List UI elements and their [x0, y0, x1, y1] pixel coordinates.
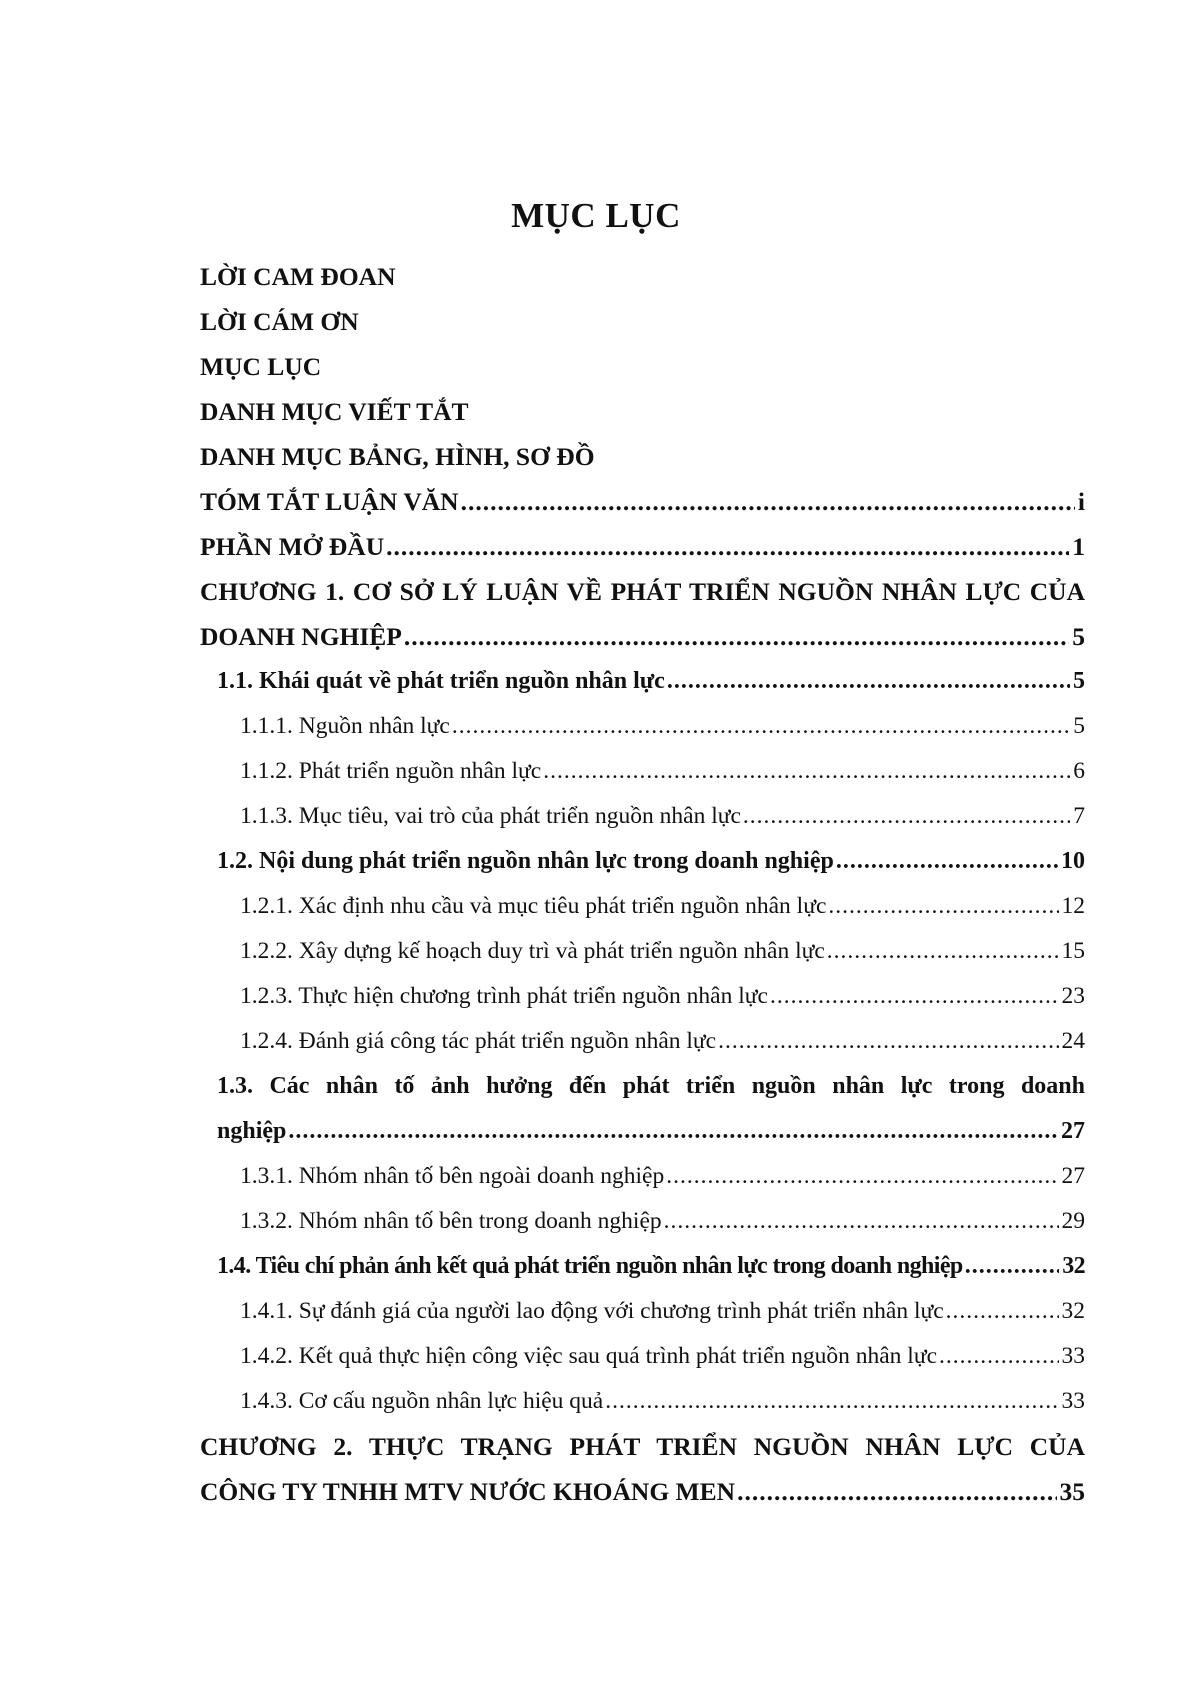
toc-entry-text: CHƯƠNG 2. THỰC TRẠNG PHÁT TRIỂN NGUỒN NHÂN LỰC CỦA: [200, 1432, 1085, 1461]
toc-entry-text: PHẦN MỞ ĐẦU: [200, 532, 385, 561]
dot-leader: [770, 974, 1059, 1019]
page-title: MỤC LỤC: [511, 196, 681, 235]
toc-entry-text: CHƯƠNG 1. CƠ SỞ LÝ LUẬN VỀ PHÁT TRIỂN NGUỒN NHÂN LỰC CỦA: [200, 577, 1085, 606]
toc-page-number: 15: [1061, 938, 1085, 964]
toc-entry-text: LỜI CAM ĐOAN: [200, 262, 396, 291]
toc-entry: [200, 1199, 1085, 1244]
toc-entry: [200, 1424, 1085, 1469]
toc-entry-text: LỜI CÁM ƠN: [200, 307, 359, 336]
toc-page-number: 33: [1061, 1388, 1085, 1414]
toc-entry: [200, 479, 1085, 524]
dot-leader: [664, 1199, 1059, 1244]
dot-leader: [543, 749, 1070, 794]
dot-leader: [461, 479, 1075, 524]
toc-entry-text: 1.2.1. Xác định nhu cầu và mục tiêu phát triển nguồn nhân lực: [240, 893, 827, 919]
toc-entry: [200, 704, 1085, 749]
toc-entry: [200, 929, 1085, 974]
dot-leader: [386, 524, 1069, 569]
dot-leader: [737, 1469, 1056, 1514]
toc-entry: [200, 299, 1085, 344]
toc-entry-text: 1.1.1. Nguồn nhân lực: [240, 713, 450, 739]
toc-entry-text: 1.4.3. Cơ cấu nguồn nhân lực hiệu quả: [240, 1388, 604, 1414]
toc-entry: [200, 749, 1085, 794]
toc-entry: [200, 1064, 1085, 1109]
toc-page-number: 24: [1061, 1028, 1085, 1054]
toc-page-number: 5: [1073, 668, 1085, 694]
toc-entry: [200, 569, 1085, 614]
dot-leader: [666, 1154, 1058, 1199]
dot-leader: [605, 1379, 1058, 1424]
toc-page-number: 6: [1073, 758, 1085, 784]
toc-page-number: 23: [1061, 983, 1085, 1009]
toc-page-number: 27: [1061, 1163, 1085, 1189]
toc-entry-text: 1.4.1. Sự đánh giá của người lao động với chương trình phát triển nhân lực: [240, 1298, 944, 1324]
toc-entry: [200, 1109, 1085, 1154]
toc-entry: [200, 659, 1085, 704]
toc-entry-text: DOANH NGHIỆP: [200, 622, 402, 651]
toc-entry: [200, 614, 1085, 659]
dot-leader: [288, 1109, 1058, 1154]
dot-leader: [836, 839, 1058, 884]
dot-leader: [743, 794, 1070, 839]
toc-entry: [200, 1334, 1085, 1379]
toc-entry-text: 1.2. Nội dung phát triển nguồn nhân lực trong doanh nghiệp: [217, 848, 834, 874]
dot-leader: [667, 659, 1070, 704]
toc-page-number: 35: [1059, 1477, 1085, 1506]
toc-entry-text: 1.1.3. Mục tiêu, vai trò của phát triển nguồn nhân lực: [240, 803, 741, 829]
toc-entry: [200, 1019, 1085, 1064]
toc-entry-text: 1.4.2. Kết quả thực hiện công việc sau quá trình phát triển nguồn nhân lực: [240, 1343, 938, 1369]
toc-page-number: 10: [1061, 848, 1085, 874]
dot-leader: [939, 1334, 1058, 1379]
toc-entry: [200, 344, 1085, 389]
toc-page-number: 32: [1061, 1298, 1085, 1324]
dot-leader: [452, 704, 1070, 749]
toc-entry-text: CÔNG TY TNHH MTV NƯỚC KHOÁNG MEN: [200, 1477, 736, 1506]
toc-page-number: i: [1077, 487, 1085, 516]
dot-leader: [946, 1289, 1059, 1334]
toc-page-number: 32: [1062, 1253, 1085, 1279]
toc-entry-text: MỤC LỤC: [200, 352, 322, 381]
toc-page-number: 1: [1072, 532, 1085, 561]
toc-page-number: 29: [1061, 1208, 1085, 1234]
dot-leader: [965, 1244, 1060, 1289]
toc-entry-text: 1.4. Tiêu chí phản ánh kết quả phát triển nguồn nhân lực trong doanh nghiệp: [217, 1253, 963, 1279]
toc-entry-text: 1.2.2. Xây dựng kế hoạch duy trì và phát triển nguồn nhân lực: [240, 938, 825, 964]
toc-page-number: 27: [1061, 1118, 1085, 1144]
toc-entry: [200, 434, 1085, 479]
toc-entry: [200, 1244, 1085, 1289]
toc-page-number: 7: [1073, 803, 1085, 829]
toc-entry: [200, 1379, 1085, 1424]
toc-page-number: 33: [1061, 1343, 1085, 1369]
toc-entry: [200, 794, 1085, 839]
toc-entry-text: 1.2.4. Đánh giá công tác phát triển nguồn nhân lực: [240, 1028, 717, 1054]
toc-entry: [200, 884, 1085, 929]
toc-entry: [200, 524, 1085, 569]
toc-entry-text: 1.2.3. Thực hiện chương trình phát triển nguồn nhân lực: [240, 983, 768, 1009]
toc-entry-text: TÓM TẮT LUẬN VĂN: [200, 487, 459, 516]
toc-entry-text: DANH MỤC BẢNG, HÌNH, SƠ ĐỒ: [200, 442, 595, 471]
dot-leader: [718, 1019, 1058, 1064]
toc-entry: [200, 839, 1085, 884]
toc-page-number: 5: [1072, 622, 1085, 651]
toc-entry: [200, 1154, 1085, 1199]
table-of-contents: [200, 254, 1085, 1514]
toc-entry-text: 1.3.2. Nhóm nhân tố bên trong doanh nghiệp: [240, 1208, 662, 1234]
toc-entry: [200, 974, 1085, 1019]
dot-leader: [827, 929, 1059, 974]
dot-leader: [404, 614, 1069, 659]
toc-entry-text: nghiệp: [217, 1118, 287, 1144]
toc-entry-text: 1.3. Các nhân tố ảnh hưởng đến phát triển nguồn nhân lực trong doanh: [217, 1073, 1085, 1099]
toc-entry-text: DANH MỤC VIẾT TẮT: [200, 397, 469, 426]
toc-entry: [200, 389, 1085, 434]
toc-page-number: 5: [1073, 713, 1085, 739]
toc-entry: [200, 254, 1085, 299]
toc-entry-text: 1.3.1. Nhóm nhân tố bên ngoài doanh nghiệp: [240, 1163, 665, 1189]
toc-entry-text: 1.1. Khái quát về phát triển nguồn nhân lực: [217, 668, 665, 694]
dot-leader: [828, 884, 1058, 929]
toc-entry-text: 1.1.2. Phát triển nguồn nhân lực: [240, 758, 542, 784]
toc-entry: [200, 1469, 1085, 1514]
toc-entry: [200, 1289, 1085, 1334]
toc-page-number: 12: [1061, 893, 1085, 919]
